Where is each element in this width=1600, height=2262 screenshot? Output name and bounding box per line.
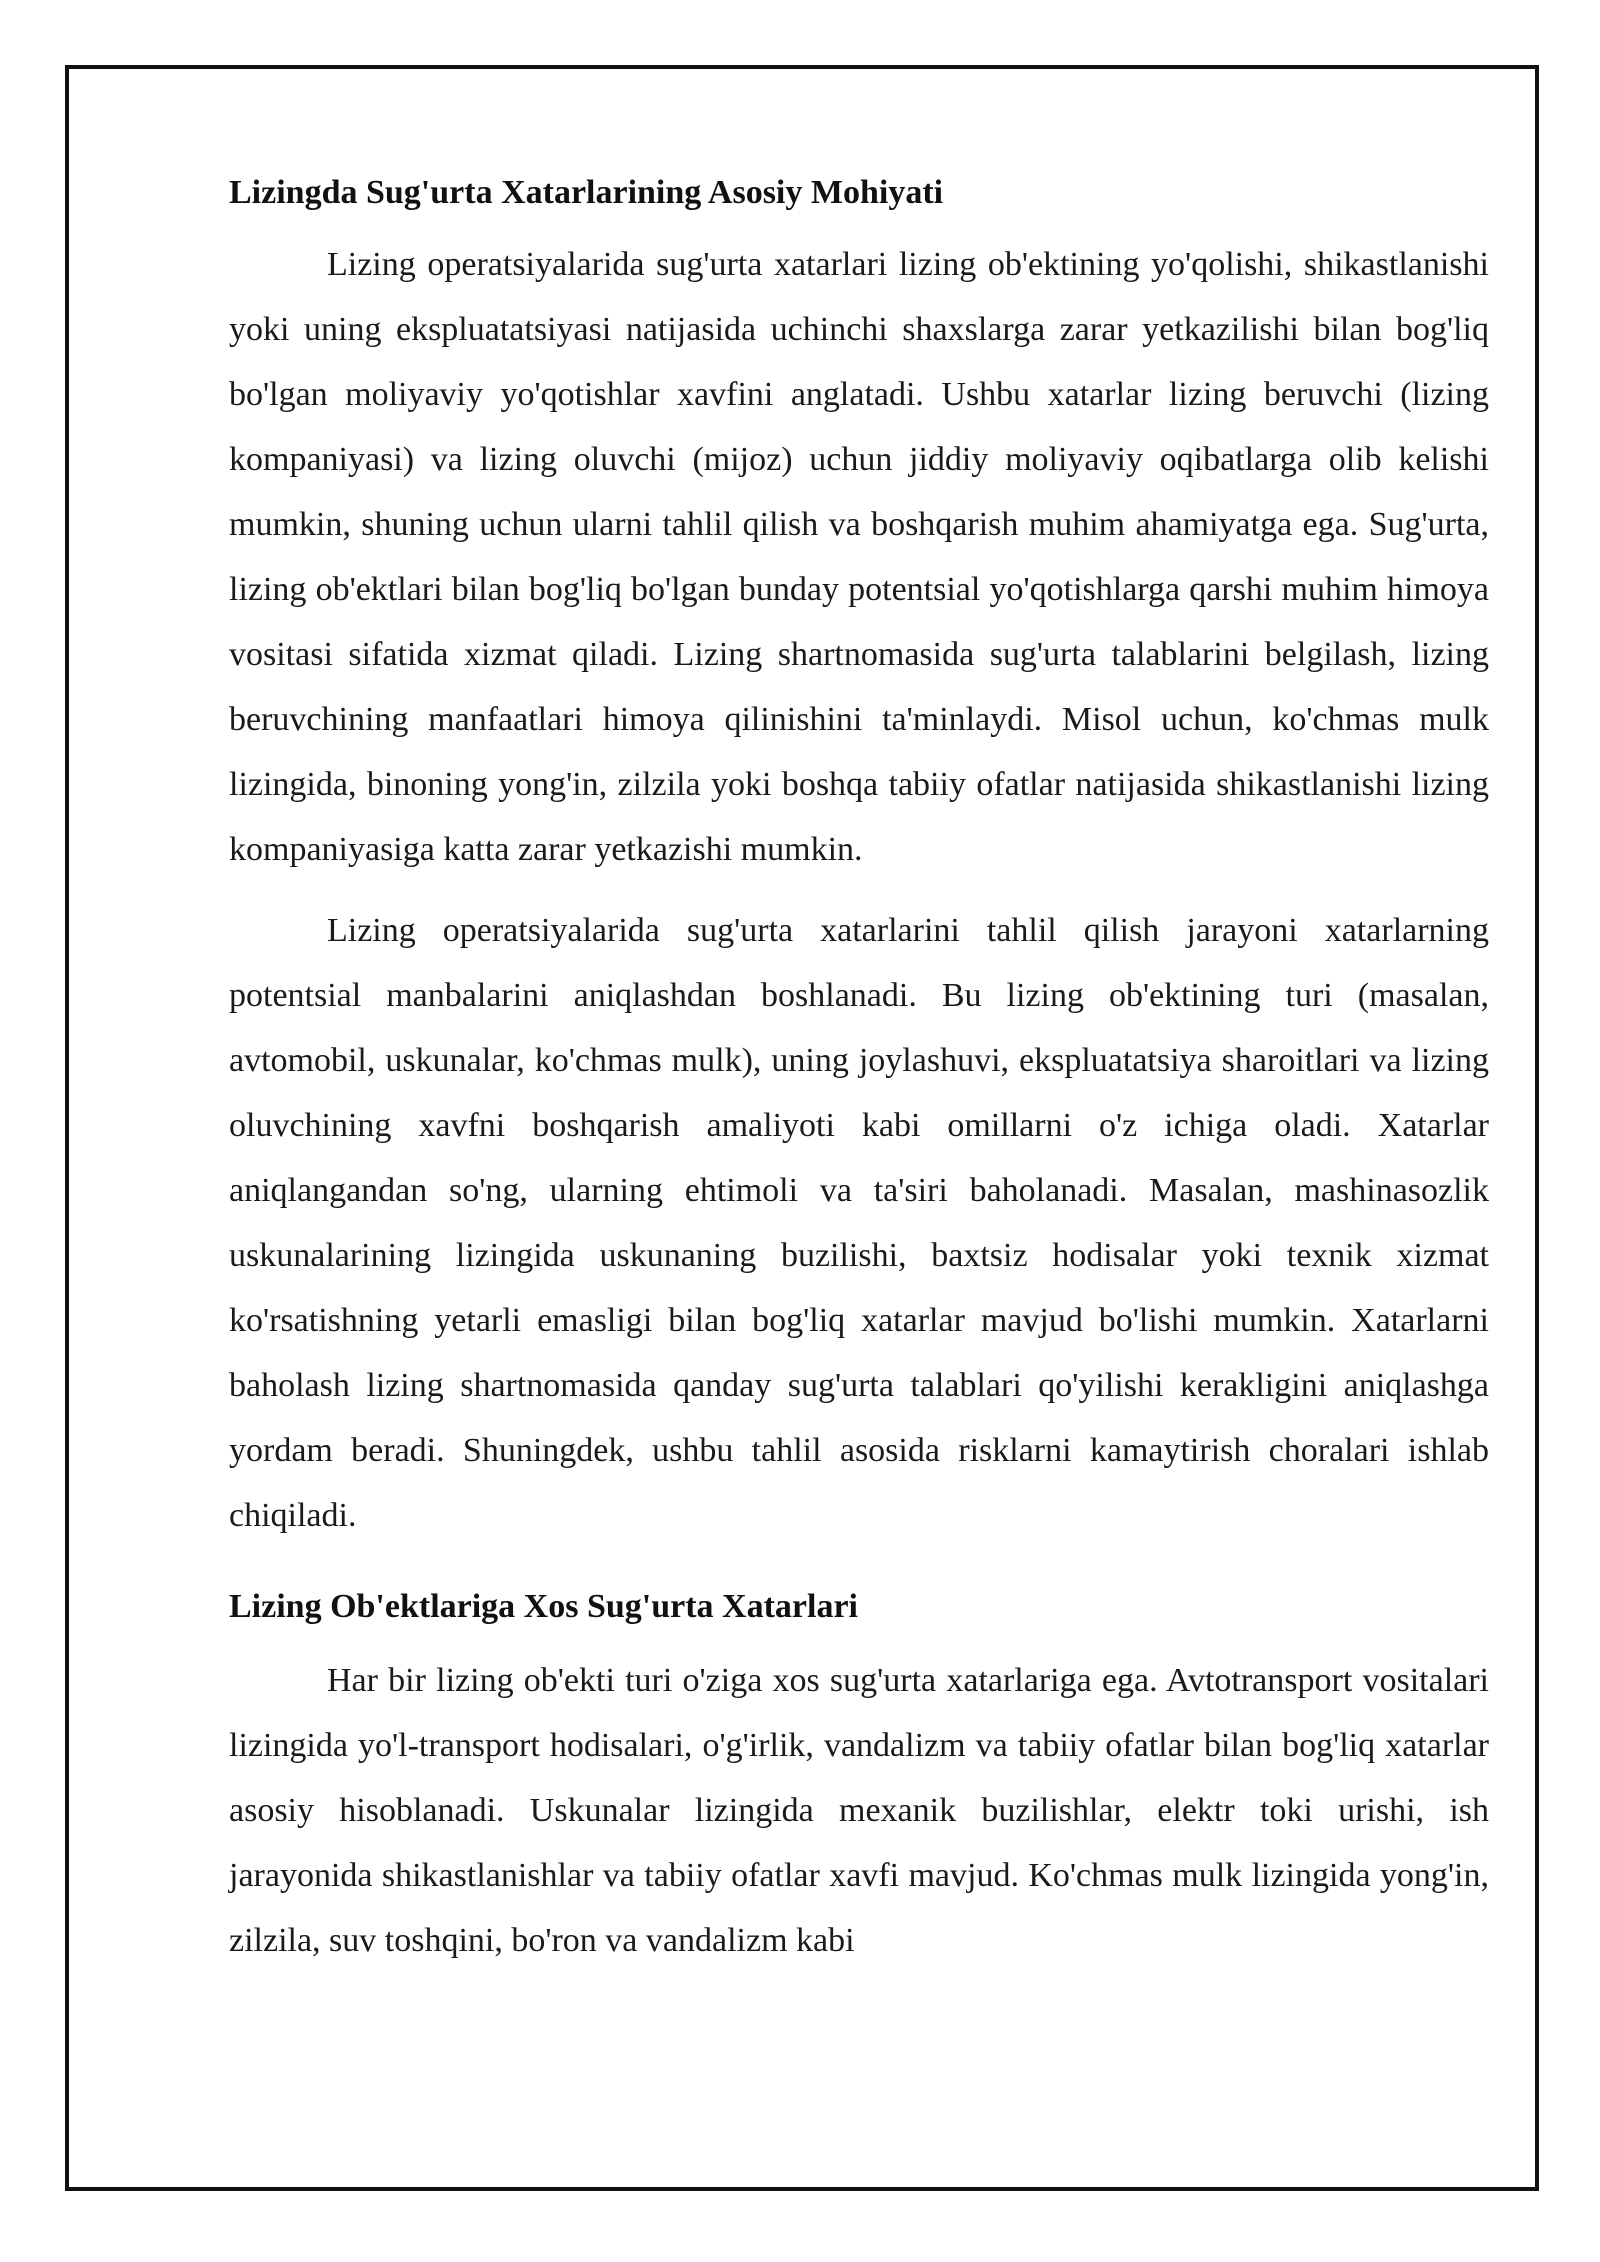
section-heading-2: Lizing Ob'ektlariga Xos Sug'urta Xatarlari [229, 1588, 858, 1625]
section-heading-1: Lizingda Sug'urta Xatarlarining Asosiy Mohiyati [229, 174, 944, 211]
paragraph-2: Lizing operatsiyalarida sug'urta xatarlarini tahlil qilish jarayoni xatarlarning potentsial manbalarini aniqlashdan boshlanadi. Bu lizing ob'ektining turi (masalan, avtomobil, uskunalar, ko'chmas mulk), uning joylashuvi, ekspluatatsiya sharoitlari va lizing oluvchining xavfni boshqarish amaliyoti kabi omillarni o'z ichiga oladi. Xatarlar aniqlangandan so'ng, ularning ehtimoli va ta'siri baholanadi. Masalan, mashinasozlik uskunalarining lizingida uskunaning buzilishi, baxtsiz hodisalar yoki texnik xizmat ko'rsatishning yetarli emasligi bilan bog'liq xatarlar mavjud bo'lishi mumkin. Xatarlarni baholash lizing shartnomasida qanday sug'urta talablari qo'yilishi kerakligini aniqlashga yordam beradi. Shuningdek, ushbu tahlil asosida risklarni kamaytirish choralari ishlab chiqiladi. [229, 912, 1489, 1534]
paragraph-1: Lizing operatsiyalarida sug'urta xatarlari lizing ob'ektining yo'qolishi, shikastlanishi yoki uning ekspluatatsiyasi natijasida uchinchi shaxslarga zarar yetkazilishi bilan bog'liq bo'lgan moliyaviy yo'qotishlar xavfini anglatadi. Ushbu xatarlar lizing beruvchi (lizing kompaniyasi) va lizing oluvchi (mijoz) uchun jiddiy moliyaviy oqibatlarga olib kelishi mumkin, shuning uchun ularni tahlil qilish va boshqarish muhim ahamiyatga ega. Sug'urta, lizing ob'ektlari bilan bog'liq bo'lgan bunday potentsial yo'qotishlarga qarshi muhim himoya vositasi sifatida xizmat qiladi. Lizing shartnomasida sug'urta talablarini belgilash, lizing beruvchining manfaatlari himoya qilinishini ta'minlaydi. Misol uchun, ko'chmas mulk lizingida, binoning yong'in, zilzila yoki boshqa tabiiy ofatlar natijasida shikastlanishi lizing kompaniyasiga katta zarar yetkazishi mumkin. [229, 246, 1489, 868]
paragraph-3: Har bir lizing ob'ekti turi o'ziga xos sug'urta xatarlariga ega. Avtotransport vositalari lizingida yo'l-transport hodisalari, o'g'irlik, vandalizm va tabiiy ofatlar bilan bog'liq xatarlar asosiy hisoblanadi. Uskunalar lizingida mexanik buzilishlar, elektr toki urishi, ish jarayonida shikastlanishlar va tabiiy ofatlar xavfi mavjud. Ko'chmas mulk lizingida yong'in, zilzila, suv toshqini, bo'ron va vandalizm kabi [229, 1662, 1489, 1959]
document-body [229, 170, 1489, 1989]
